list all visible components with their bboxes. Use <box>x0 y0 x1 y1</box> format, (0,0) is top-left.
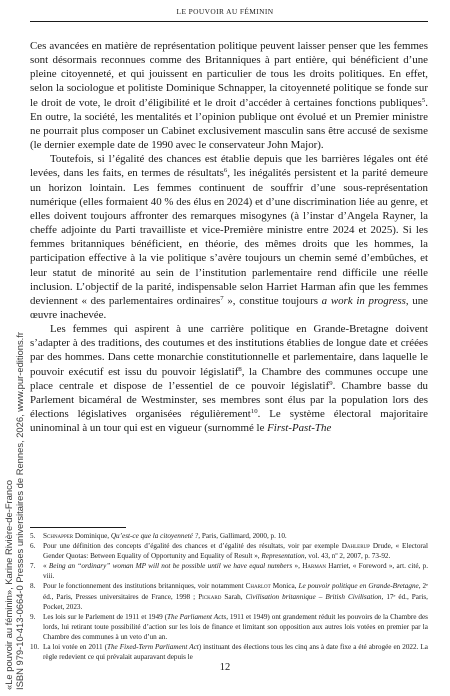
sidebar-line-title: «Le pouvoir au féminin», Karine Rivière-de-Franco <box>3 479 14 690</box>
footnote-5: 5. Schnapper Dominique, Qu’est-ce que la citoyenneté ?, Paris, Gallimard, 2000, p. 10. <box>30 532 287 540</box>
note-ref-5[interactable]: 5 <box>421 96 426 104</box>
paragraph-3: Les femmes qui aspirent à une carrière politique en Grande-Bretagne doivent s’adapter à des traditions, des coutumes et des institutions établies de longue date et créées par des hommes. Dans cette monarchie constitutionnelle et parlementaire, dans laquelle le pouvoir exécutif est issu du pouvoir législatif$^8$, la Chambre des communes occupe une place centrale et dispose de l’essentiel de ce pouvoir législatif$^9$. Chambre basse du Parlement bicaméral de Westminster, ses membres sont élus par la population lors des élections législatives organisées régulièrement$^{10}$. Le système électoral majoritaire uninominal à un tour qui est en vigueur (surnommé le First-Past-The <box>30 323 428 435</box>
footnotes <box>30 531 428 662</box>
paragraph-2: Toutefois, si l’égalité des chances est établie depuis que les barrières légales ont été levées, dans les faits, en termes de résultats$^6$, les inégalités persistent et la parité demeure un horizon lointain. Les femmes continuent de souffrir d’une sous-représentation numérique (elles formaient 40 % des élus en 2024) et d’une discrimination liée au genre, et elles doivent toujours affronter des remarques misogynes (à l’instar d’Angela Rayner, la cheffe adjointe du Parti travailliste et vice-Première ministre entre 2024 et 2025). Si les femmes britanniques bénéficient, en théorie, des mêmes droits que les hommes, la participation effective à la vie politique s’avère toujours un chemin semé d’embûches, et leur statut de minorité au sein de l’institution parlementaire rend difficile une réelle inclusion. L’objectif de la parité, indispensable selon Harriet Harman afin que les femmes deviennent « des parlementaires ordinaires$^7$ », constitue toujours a work in progress, une œuvre inachevée. <box>30 153 428 321</box>
note-ref-6[interactable]: 6 <box>223 167 228 175</box>
footnote-8: 8. Pour le fonctionnement des institutions britanniques, voir notamment Charlot Monica, Le pouvoir politique en Grande-Bretagne, 2ᵉ éd., Paris, Presses universitaires de France, 1998 ; Pickard Sarah, Civilisation britannique – British Civilisation, 17ᵉ éd., Paris, Pocket, 2023. <box>30 582 428 611</box>
paragraph-1: Ces avancées en matière de représentation politique peuvent laisser penser que les femmes sont désormais reconnues comme des Britanniques à part entière, qui bénéficient d’une pleine citoyenneté, et qui jouissent en particulier de tous les droits politiques. En effet, selon la sociologue et politiste Dominique Schnapper, la citoyenneté politique se fonde sur le droit de vote, le droit d’éligibilité et le droit d’accéder à certaines fonctions publiques$^5$. En outre, la société, les mentalités et l’opinion publique ont évolué et un Premier ministre ne pourrait plus composer un Cabinet exclusivement masculin sans être accusé de sexisme (le dernier exemple date de 1990 avec le conservateur John Major). <box>30 40 428 152</box>
copyright-sidebar <box>3 285 48 690</box>
sidebar-line-isbn: ISBN 979-10-413-0664-0 Presses universitaires de Rennes, 2026, www.pur-editions.fr <box>14 332 26 690</box>
main-text <box>30 39 428 435</box>
note-ref-7[interactable]: 7 <box>220 294 224 302</box>
page-number: 12 <box>219 662 231 673</box>
footnote-9: 9. Les lois sur le Parlement de 1911 et 1949 (The Parliament Acts, 1911 et 1949) ont grandement réduit les pouvoirs de la Chambre des lords, lui retirant toute possibilité d’action sur les lois de finance et limitant son opposition aux autres lois votées en premier par la Chambre des communes à un veto d’un an. <box>30 612 428 641</box>
running-head: LE POUVOIR AU FÉMININ <box>176 7 274 16</box>
note-ref-10[interactable]: 10 <box>250 408 258 416</box>
footnote-10: 10. La loi votée en 2011 (The Fixed-Term Parliament Act) instituant des élections tous les cinq ans à date fixe a été abrogée en 2022. La règle redevient ce qui prévalait auparavant depuis le <box>30 643 428 662</box>
footnote-7: 7. « Being an “ordinary” woman MP will not be possible until we have equal numbers », Harman Harriet, « Foreword », art. cité, p. viii. <box>30 562 429 581</box>
footnote-6: 6. Pour une définition des concepts d’égalité des chances et d’égalité des résultats, voir par exemple Dahlerup Drude, « Electoral Gender Quotas: Between Equality of Opportunity and Equality of Result », Representation, vol. 43, nº 2, 2007, p. 73-92. <box>30 542 428 561</box>
note-ref-8[interactable]: 8 <box>238 365 242 373</box>
note-ref-9[interactable]: 9 <box>329 379 333 387</box>
header-rule <box>30 21 428 22</box>
